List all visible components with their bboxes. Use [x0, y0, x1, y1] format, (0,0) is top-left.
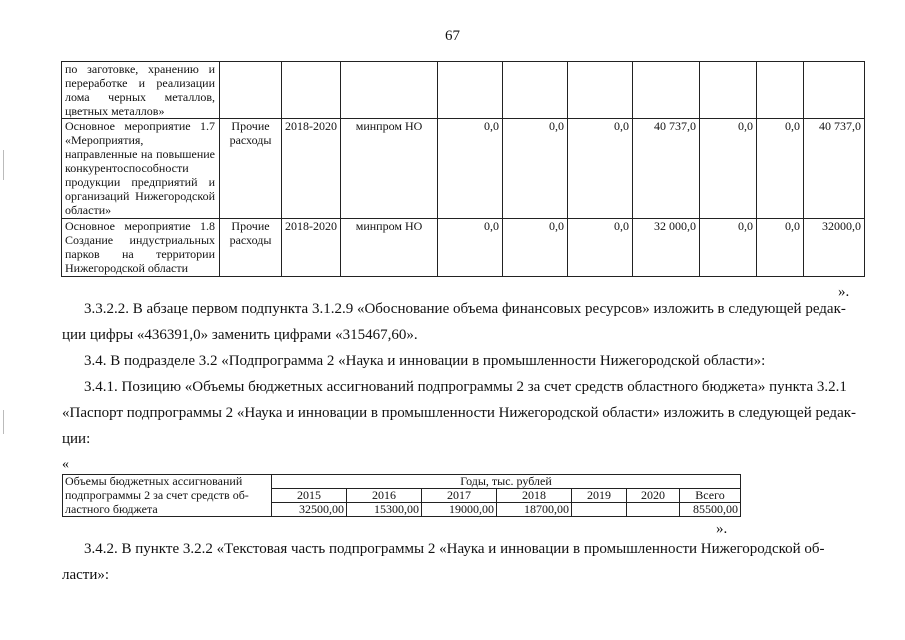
- value-cell: [804, 62, 865, 119]
- budget-value-cell: 19000,00: [422, 503, 497, 517]
- budget-value-cell: 15300,00: [347, 503, 422, 517]
- value-cell: [633, 62, 700, 119]
- expense-type-cell: Прочие расходы: [220, 219, 282, 277]
- paragraph-line: ции:: [62, 431, 91, 447]
- executor-cell: минпром НО: [341, 219, 438, 277]
- value-cell: 0,0: [757, 219, 804, 277]
- period-cell: 2018-2020: [282, 219, 341, 277]
- scan-edge-mark: [3, 150, 4, 180]
- paragraph-line: ласти»:: [62, 567, 110, 583]
- paragraph-line: 3.4.1. Позицию «Объемы бюджетных ассигнований подпрограммы 2 за счет средств областного бюджета» пункта 3.2.1: [84, 379, 847, 395]
- value-cell: 0,0: [438, 219, 503, 277]
- year-header-cell: 2018: [497, 489, 572, 503]
- value-cell: [568, 62, 633, 119]
- value-cell: 0,0: [700, 219, 757, 277]
- measure-name-cell: Основное мероприятие 1.7 «Мероприятия, направленные на повышение конкурентоспособности продукции предприятий и организаций Нижегородской области»: [62, 119, 220, 219]
- year-header-cell: 2017: [422, 489, 497, 503]
- paragraph-3-3-2-2: [62, 296, 857, 348]
- table-row: [62, 119, 865, 219]
- period-cell: [282, 62, 341, 119]
- value-cell: 32 000,0: [633, 219, 700, 277]
- quote-close-1: ».: [838, 284, 850, 300]
- budget-value-cell: 18700,00: [497, 503, 572, 517]
- measures-table: [61, 61, 865, 277]
- paragraph-3-4-1: [62, 374, 857, 452]
- budget-label-line: Объемы бюджетных ассигнований: [63, 475, 272, 489]
- value-cell: 0,0: [757, 119, 804, 219]
- paragraph-line: ции цифры «436391,0» заменить цифрами «315467,60».: [62, 327, 418, 343]
- expense-type-cell: Прочие расходы: [220, 119, 282, 219]
- paragraph-line: 3.4.2. В пункте 3.2.2 «Текстовая часть подпрограммы 2 «Наука и инновации в промышленности Нижегородской об-: [84, 541, 825, 557]
- year-header-cell: Всего: [680, 489, 741, 503]
- quote-close-2: ».: [716, 521, 728, 537]
- executor-cell: [341, 62, 438, 119]
- page-number: 67: [445, 28, 460, 44]
- budget-value-cell: [627, 503, 680, 517]
- value-cell: [438, 62, 503, 119]
- scan-edge-mark: [3, 410, 4, 434]
- table-row: [62, 62, 865, 119]
- value-cell: 0,0: [503, 119, 568, 219]
- year-header-cell: 2016: [347, 489, 422, 503]
- budget-value-cell: 32500,00: [272, 503, 347, 517]
- value-cell: 0,0: [568, 119, 633, 219]
- value-cell: [503, 62, 568, 119]
- paragraph-line: 3.3.2.2. В абзаце первом подпункта 3.1.2.9 «Обоснование объема финансовых ресурсов» изложить в следующей редак-: [84, 301, 846, 317]
- value-cell: 0,0: [503, 219, 568, 277]
- paragraph-line: «Паспорт подпрограммы 2 «Наука и инновации в промышленности Нижегородской области» изложить в следующей редак-: [62, 405, 857, 421]
- quote-open: «: [62, 457, 69, 472]
- table-row: [62, 219, 865, 277]
- paragraph-3-4-2: [62, 536, 857, 588]
- budget-value-cell: 85500,00: [680, 503, 741, 517]
- value-cell: 40 737,0: [804, 119, 865, 219]
- expense-type-cell: [220, 62, 282, 119]
- year-header-cell: 2019: [572, 489, 627, 503]
- budget-table: [62, 474, 741, 517]
- value-cell: 0,0: [438, 119, 503, 219]
- value-cell: [700, 62, 757, 119]
- budget-value-cell: [572, 503, 627, 517]
- period-cell: 2018-2020: [282, 119, 341, 219]
- paragraph-3-4: 3.4. В подразделе 3.2 «Подпрограмма 2 «Наука и инновации в промышленности Нижегородской области»:: [84, 353, 766, 369]
- budget-label-line: ластного бюджета: [63, 503, 272, 517]
- value-cell: 32000,0: [804, 219, 865, 277]
- measure-name-cell: Основное мероприятие 1.8 Создание индустриальных парков на территории Нижегородской области: [62, 219, 220, 277]
- year-header-cell: 2020: [627, 489, 680, 503]
- value-cell: 40 737,0: [633, 119, 700, 219]
- executor-cell: минпром НО: [341, 119, 438, 219]
- measure-name-cell: по заготовке, хранению и переработке и реализации лома черных металлов, цветных металлов»: [62, 62, 220, 119]
- years-group-header: Годы, тыс. рублей: [272, 475, 741, 489]
- value-cell: [757, 62, 804, 119]
- value-cell: 0,0: [700, 119, 757, 219]
- value-cell: 0,0: [568, 219, 633, 277]
- budget-label-line: подпрограммы 2 за счет средств об-: [63, 489, 272, 503]
- year-header-cell: 2015: [272, 489, 347, 503]
